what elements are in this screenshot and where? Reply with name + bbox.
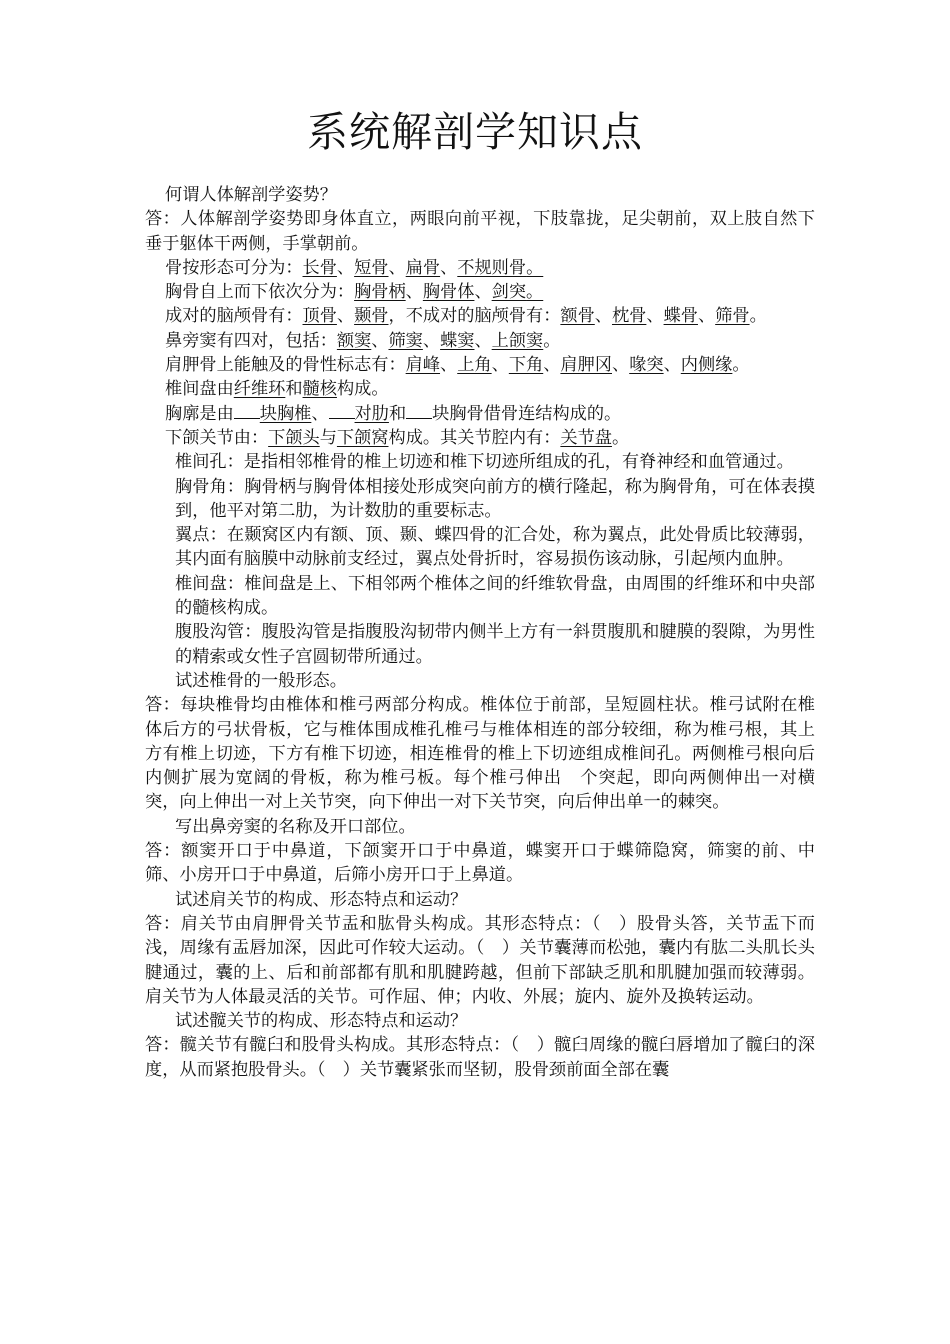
fill-sinuses: 鼻旁窦有四对，包括：额窦、筛窦、蝶窦、上颌窦。 — [165, 330, 561, 351]
fill-tmj: 下颌关节由：下颌头与下颌窝构成。其关节腔内有：关节盘。 — [165, 427, 630, 448]
answer-sinuses: 答：额窦开口于中鼻道，下颌窦开口于中鼻道，蝶窦开口于蝶筛隐窝，筛窦的前、中筛、小房开口于中鼻道，后筛小房开口于上鼻道。 — [145, 841, 815, 886]
definition-paragraph: 翼点：在颞窝区内有额、顶、颞、蝶四骨的汇合处，称为翼点，此处骨质比较薄弱，其内面有脑膜中动脉前支经过，翼点处骨折时，容易损伤该动脉，引起颅内血肿。 — [175, 525, 815, 570]
question-sinuses: 写出鼻旁窦的名称及开口部位。 — [175, 816, 416, 837]
question-vertebra: 试述椎骨的一般形态。 — [175, 670, 347, 691]
blank-line — [329, 404, 355, 419]
fill-thorax: 胸廓是由 块胸椎、 对肋和 块胸骨借骨连结构成的。 — [165, 403, 622, 424]
answer-shoulder: 答：肩关节由肩胛骨关节盂和肱骨头构成。其形态特点：（ ）股骨头答，关节盂下而浅，周缘有盂唇加深，因此可作较大运动。（ ）关节囊薄而松弛，囊内有肱二头肌长头腱通过，囊的上、后和前部都有肌和肌腱跨越，但前下部缺乏肌和肌腱加强而较薄弱。肩关节为人体最灵活的关节。可作屈、伸；内收、外展；旋内、旋外及换转运动。 — [145, 913, 815, 1007]
definition-paragraph: 椎间孔：是指相邻椎骨的椎上切迹和椎下切迹所组成的孔，有脊神经和血管通过。 — [175, 452, 794, 473]
question-posture: 何谓人体解剖学姿势？ — [165, 185, 337, 205]
document-body — [145, 183, 815, 1082]
fill-scapula: 肩胛骨上能触及的骨性标志有：肩峰、上角、下角、肩胛冈、喙突、内侧缘。 — [165, 355, 750, 376]
answer-posture: 答：人体解剖学姿势即身体直立，两眼向前平视，下肢靠拢，足尖朝前，双上肢自然下垂于躯体干两侧，手掌朝前。 — [145, 209, 815, 254]
definition-paragraph: 腹股沟管：腹股沟管是指腹股沟韧带内侧半上方有一斜贯腹肌和腱膜的裂隙，为男性的精索或女性子宫圆韧带所通过。 — [175, 622, 815, 667]
question-shoulder: 试述肩关节的构成、形态特点和运动？ — [175, 889, 468, 910]
fill-disc: 椎间盘由纤维环和髓核构成。 — [165, 379, 389, 400]
fill-skull: 成对的脑颅骨有：顶骨、颞骨，不成对的脑颅骨有：额骨、枕骨、蝶骨、筛骨。 — [165, 306, 767, 327]
answer-vertebra: 答：每块椎骨均由椎体和椎弓两部分构成。椎体位于前部，呈短圆柱状。椎弓试附在椎体后方的弓状骨板，它与椎体围成椎孔椎弓与椎体相连的部分较细，称为椎弓根，其上方有椎上切迹，下方有椎下切迹，相连椎骨的椎上下切迹组成椎间孔。两侧椎弓根向后内侧扩展为宽阔的骨板，称为椎弓板。每个椎弓伸出 个突起，即向两侧伸出一对横突，向上伸出一对上关节突，向下伸出一对下关节突，向后伸出单一的棘突。 — [145, 695, 815, 813]
blank-line — [406, 404, 432, 419]
page-title: 系统解剖学知识点 — [307, 108, 643, 156]
blank-line — [234, 404, 260, 419]
definition-paragraph: 胸骨角：胸骨柄与胸骨体相接处形成突向前方的横行隆起，称为胸骨角，可在体表摸到，他平对第二肋，为计数肋的重要标志。 — [175, 476, 815, 521]
fill-sternum: 胸骨自上而下依次分为：胸骨柄、胸骨体、剑突。 — [165, 282, 544, 303]
definition-paragraph: 椎间盘：椎间盘是上、下相邻两个椎体之间的纤维软骨盘，由周围的纤维环和中央部的髓核构成。 — [175, 573, 815, 619]
question-hip: 试述髋关节的构成、形态特点和运动？ — [175, 1011, 468, 1032]
fill-bone-shapes: 骨按形态可分为：长骨、短骨、扁骨、不规则骨。 — [165, 257, 544, 278]
answer-hip: 答：髋关节有髋臼和股骨头构成。其形态特点：（ ）髋臼周缘的髋臼唇增加了髋臼的深度，从而紧抱股骨头。（ ）关节囊紧张而坚韧，股骨颈前面全部在囊 — [145, 1035, 815, 1080]
